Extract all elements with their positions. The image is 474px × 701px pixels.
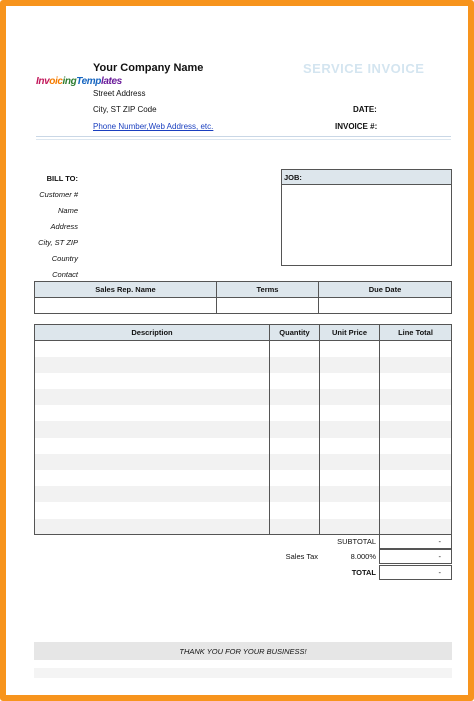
- city-zip[interactable]: City, ST ZIP Code: [93, 105, 157, 114]
- quantity-header: Quantity: [270, 325, 320, 341]
- table-row[interactable]: [35, 341, 452, 357]
- terms-cell[interactable]: [217, 298, 319, 314]
- street-address[interactable]: Street Address: [93, 89, 146, 98]
- line-items-body: [35, 341, 452, 535]
- header-divider-secondary: [36, 139, 451, 140]
- bill-to-address[interactable]: Address: [50, 222, 78, 231]
- bill-to-city-zip[interactable]: City, ST ZIP: [38, 238, 78, 247]
- date-label: DATE:: [353, 105, 377, 114]
- logo-wordmark: InvoicingTemplates: [36, 76, 122, 87]
- date-field[interactable]: [384, 103, 450, 115]
- table-row[interactable]: [35, 373, 452, 389]
- table-row[interactable]: [35, 519, 452, 535]
- description-header: Description: [35, 325, 270, 341]
- thank-you-banner: THANK YOU FOR YOUR BUSINESS!: [34, 642, 452, 660]
- bill-to-contact[interactable]: Contact: [52, 270, 78, 279]
- sales-tax-rate[interactable]: 8.000%: [350, 552, 376, 561]
- bill-to-customer-number[interactable]: Customer #: [39, 190, 78, 199]
- table-row[interactable]: [35, 470, 452, 486]
- subtotal-label: SUBTOTAL: [337, 537, 376, 546]
- bill-to-country[interactable]: Country: [51, 254, 78, 263]
- table-row[interactable]: [35, 438, 452, 454]
- table-row[interactable]: [35, 357, 452, 373]
- footer-strip: [34, 668, 452, 678]
- table-row[interactable]: [35, 421, 452, 437]
- bill-to-name[interactable]: Name: [57, 206, 78, 215]
- table-row[interactable]: [35, 405, 452, 421]
- bill-to-label: BILL TO:: [46, 174, 78, 183]
- unit-price-header: Unit Price: [320, 325, 380, 341]
- sales-rep-header: Sales Rep. Name: [35, 282, 217, 298]
- document-title: SERVICE INVOICE: [303, 61, 425, 76]
- header-divider: [36, 136, 451, 137]
- sales-tax-value: -: [379, 549, 452, 564]
- sales-terms-table: [34, 281, 452, 314]
- table-row[interactable]: [35, 454, 452, 470]
- job-box[interactable]: [281, 169, 452, 266]
- invoice-number-label: INVOICE #:: [335, 122, 378, 131]
- company-name[interactable]: Your Company Name: [93, 62, 204, 74]
- due-date-header: Due Date: [319, 282, 452, 298]
- table-row[interactable]: [35, 502, 452, 518]
- total-value: -: [379, 565, 452, 580]
- contact-link[interactable]: Phone Number,Web Address, etc.: [93, 122, 214, 131]
- total-label: TOTAL: [351, 568, 376, 577]
- line-items-table: [34, 324, 452, 535]
- job-label: JOB:: [282, 170, 451, 185]
- sales-tax-label: Sales Tax: [285, 552, 318, 561]
- subtotal-value: -: [379, 534, 452, 549]
- due-date-cell[interactable]: [319, 298, 452, 314]
- invoice-number-field[interactable]: [384, 120, 450, 132]
- terms-header: Terms: [217, 282, 319, 298]
- table-row[interactable]: [35, 389, 452, 405]
- sales-rep-cell[interactable]: [35, 298, 217, 314]
- table-row[interactable]: [35, 486, 452, 502]
- line-total-header: Line Total: [380, 325, 452, 341]
